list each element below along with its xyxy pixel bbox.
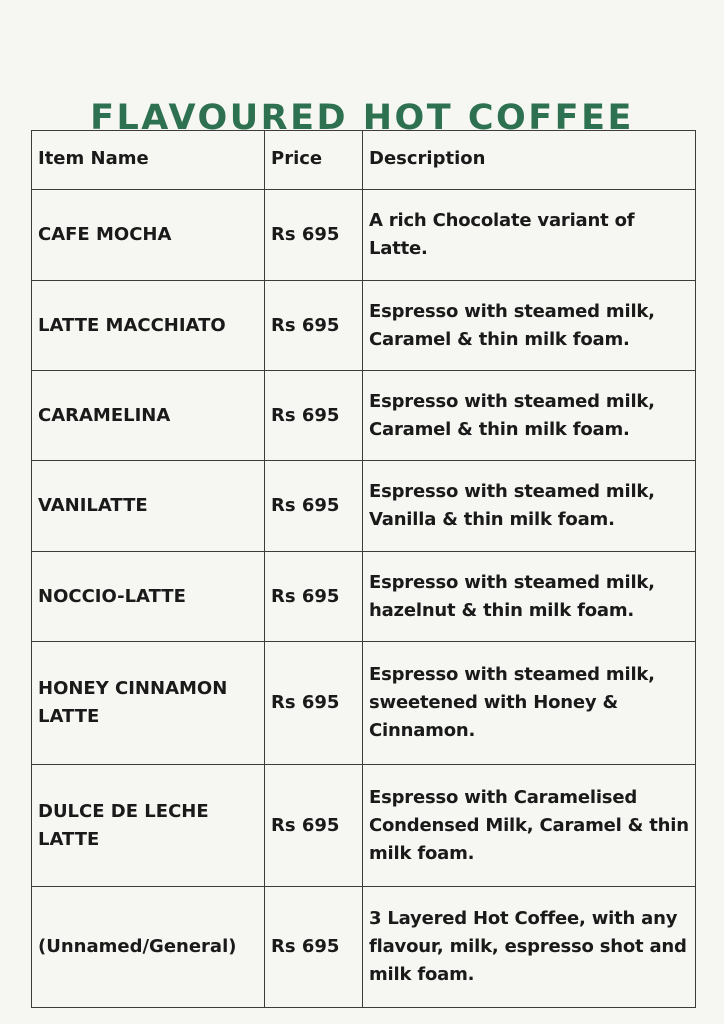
item-name: LATTE MACCHIATO bbox=[32, 281, 265, 371]
table-row bbox=[32, 461, 696, 552]
item-description: Espresso with Caramelised Condensed Milk, Caramel & thin milk foam. bbox=[363, 765, 696, 887]
item-name: NOCCIO-LATTE bbox=[32, 552, 265, 642]
table-row bbox=[32, 765, 696, 887]
item-description: Espresso with steamed milk, Caramel & thin milk foam. bbox=[363, 371, 696, 461]
item-name: DULCE DE LECHE LATTE bbox=[32, 765, 265, 887]
item-price: Rs 695 bbox=[265, 281, 363, 371]
item-price: Rs 695 bbox=[265, 552, 363, 642]
item-description: Espresso with steamed milk, Vanilla & thin milk foam. bbox=[363, 461, 696, 552]
item-name: (Unnamed/General) bbox=[32, 887, 265, 1008]
item-description: Espresso with steamed milk, Caramel & thin milk foam. bbox=[363, 281, 696, 371]
item-name: CAFE MOCHA bbox=[32, 190, 265, 281]
item-description: 3 Layered Hot Coffee, with any flavour, milk, espresso shot and milk foam. bbox=[363, 887, 696, 1008]
item-price: Rs 695 bbox=[265, 642, 363, 765]
item-price: Rs 695 bbox=[265, 461, 363, 552]
header-item-name: Item Name bbox=[32, 131, 265, 190]
table-row bbox=[32, 642, 696, 765]
item-description: Espresso with steamed milk, sweetened with Honey & Cinnamon. bbox=[363, 642, 696, 765]
item-price: Rs 695 bbox=[265, 190, 363, 281]
table-row bbox=[32, 887, 696, 1008]
table-row bbox=[32, 371, 696, 461]
page-title: FLAVOURED HOT COFFEE bbox=[90, 98, 634, 139]
item-price: Rs 695 bbox=[265, 765, 363, 887]
table-header-row bbox=[32, 131, 696, 190]
item-name: HONEY CINNAMON LATTE bbox=[32, 642, 265, 765]
table-row bbox=[32, 552, 696, 642]
header-description: Description bbox=[363, 131, 696, 190]
item-description: Espresso with steamed milk, hazelnut & thin milk foam. bbox=[363, 552, 696, 642]
table-row bbox=[32, 281, 696, 371]
menu-table bbox=[31, 130, 696, 1008]
item-name: VANILATTE bbox=[32, 461, 265, 552]
table-row bbox=[32, 190, 696, 281]
header-price: Price bbox=[265, 131, 363, 190]
item-price: Rs 695 bbox=[265, 371, 363, 461]
item-price: Rs 695 bbox=[265, 887, 363, 1008]
item-description: A rich Chocolate variant of Latte. bbox=[363, 190, 696, 281]
item-name: CARAMELINA bbox=[32, 371, 265, 461]
